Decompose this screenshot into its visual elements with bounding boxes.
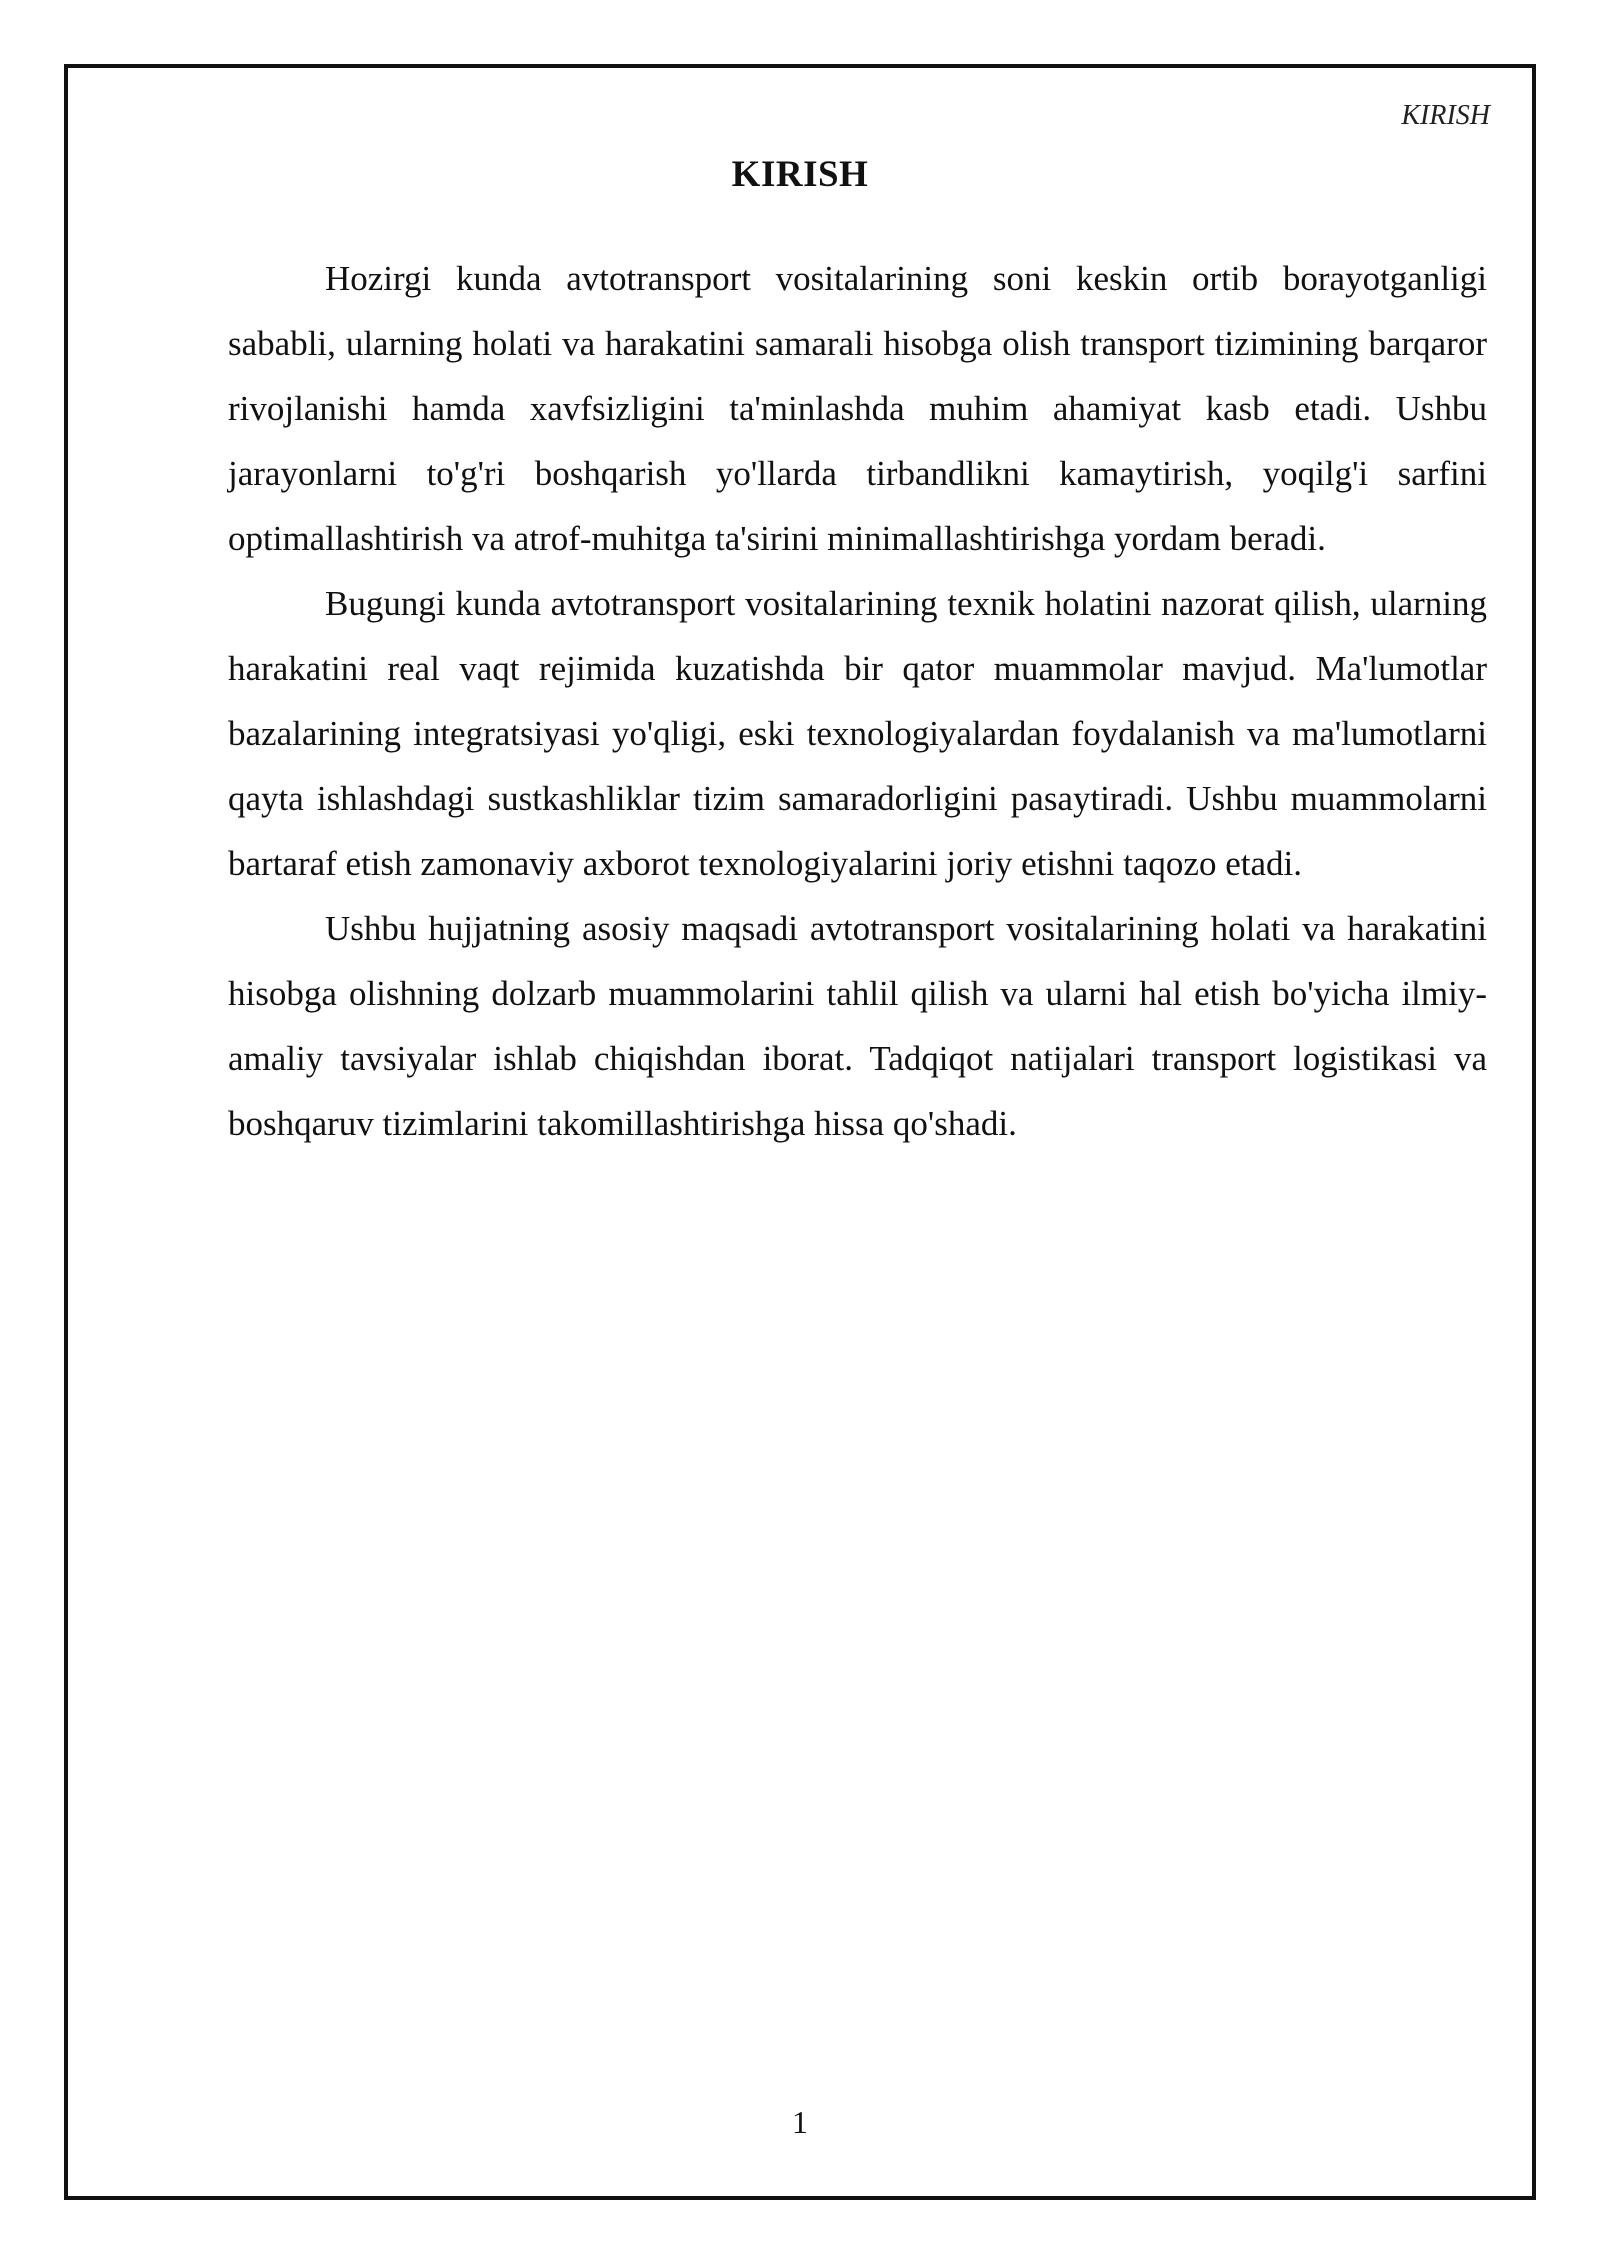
paragraph-2: Bugungi kunda avtotransport vositalarining texnik holatini nazorat qilish, ularning harakatini real vaqt rejimida kuzatishda bir qator muammolar mavjud. Ma'lumotlar bazalarining integratsiyasi yo'qligi, eski texnologiyalardan foydalanish va ma'lumotlarni qayta ishlashdagi sustkashliklar tizim samaradorligini pasaytiradi. Ushbu muammolarni bartaraf etish zamonaviy axborot texnologiyalarini joriy etishni taqozo etadi. xyxy=(228,584,1487,883)
document-body xyxy=(228,246,1487,1156)
paragraph-1: Hozirgi kunda avtotransport vositalarining soni keskin ortib borayotganligi sababli, ularning holati va harakatini samarali hisobga olish transport tizimining barqaror rivojlanishi hamda xavfsizligini ta'minlashda muhim ahamiyat kasb etadi. Ushbu jarayonlarni to'g'ri boshqarish yo'llarda tirbandlikni kamaytirish, yoqilg'i sarfini optimallashtirish va atrof-muhitga ta'sirini minimallashtirishga yordam beradi. xyxy=(228,259,1487,558)
page-number: 1 xyxy=(792,2104,808,2140)
running-header: KIRISH xyxy=(1401,100,1490,131)
paragraph-3: Ushbu hujjatning asosiy maqsadi avtotransport vositalarining holati va harakatini hisobga olishning dolzarb muammolarini tahlil qilish va ularni hal etish bo'yicha ilmiy-amaliy tavsiyalar ishlab chiqishdan iborat. Tadqiqot natijalari transport logistikasi va boshqaruv tizimlarini takomillashtirishga hissa qo'shadi. xyxy=(228,909,1487,1143)
page-title: KIRISH xyxy=(731,154,869,195)
